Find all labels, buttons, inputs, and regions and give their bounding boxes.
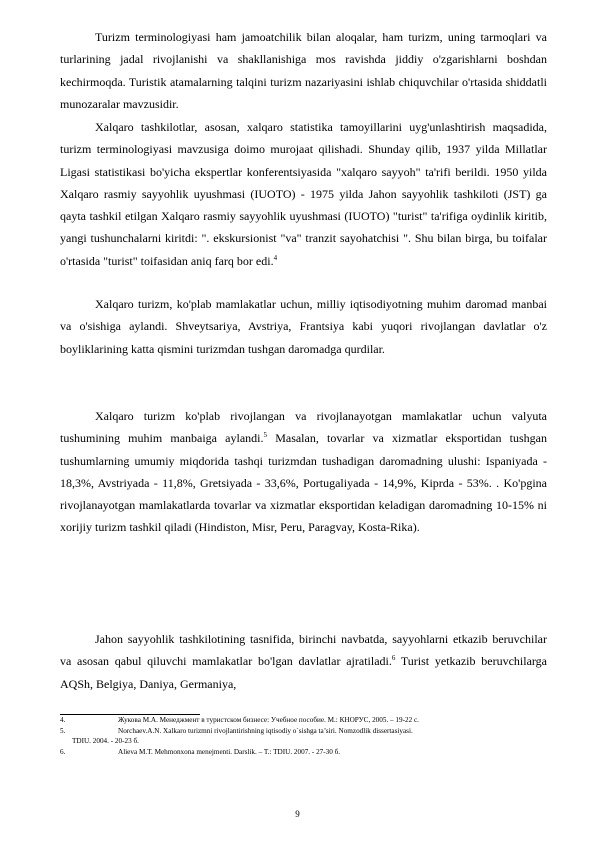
footnote-ref-5: 5 [263,431,268,440]
paragraph-4: Xalqaro turizm ko'plab rivojlangan va rivojlanayotgan mamlakatlar uchun valyuta tushumining muhim manbaiga aylandi.$^5$ Masalan, tovarlar va xizmatlar eksportidan tushgan tushumlarning umumiy miqdorida tashqi turizmdan tushadigan daromadning ulushi: Ispaniyada - 18,3%, Avstriyada - 11,8%, Gretsiyada - 33,6%, Portugaliyada - 14,9%, Kiprda - 53%. . Ko'pgina rivojlanayotgan mamlakatlarda tovarlar va xizmatlar eksportidan keladigan daromadning 10-15% ni xorijiy turizm tashkil qiladi (Hindiston, Misr, Peru, Paragvay, Kosta-Rika). [60,409,547,535]
footnote-6: 6. Alieva M.T. Mehmonxona menejmenti. Darslik. – T.: TDIU. 2007. - 27-30 б. [60,748,341,756]
footnote-separator [60,714,200,715]
footnote-4: 4. Жукова М.А. Менеджмент в туристском бизнесе: Учебное пособие. М.: КНОРУС, 2005. – 19-22 с. [60,716,419,724]
footnote-ref-6: 6 [391,654,396,663]
paragraph-1: Turizm terminologiyasi ham jamoatchilik bilan aloqalar, ham turizm, uning tarmoqlari va turlarining jadal rivojlanishi va shakllanishiga mos ravishda jiddiy o'zgarishlarni boshdan kechirmoqda. Turistik atamalarning talqini turizm nazariyasini ishlab chiquvchilar o'rtasida shiddatli munozaralar mavzusidir. [60,30,547,111]
paragraph-5: Jahon sayyohlik tashkilotining tasnifida, birinchi navbatda, sayyohlarni etkazib beruvchilar va asosan qabul qiluvchi mamlakatlar bo'lgan davlatlar ajratiladi.$^6$ Turist yetkazib beruvchilarga AQSh, Belgiya, Daniya, Germaniya, [60,632,547,691]
page-number: 9 [295,809,300,819]
paragraph-3: Xalqaro turizm, ko'plab mamlakatlar uchun, milliy iqtisodiyotning muhim daromad manbai va o'sishiga aylandi. Shveytsariya, Avstriya, Frantsiya kabi yuqori rivojlangan davlatlar o'z boyliklarining katta qismini turizmdan tushgan daromadga qurdilar. [60,297,547,356]
footnote-ref-4: 4 [273,253,278,262]
paragraph-2: Xalqaro tashkilotlar, asosan, xalqaro statistika tamoyillarini uyg'unlashtirish maqsadida, turizm terminologiyasi mavzusiga doimo murojaat qilishadi. Shunday qilib, 1937 yilda Millatlar Ligasi statistikasi bo'yicha ekspertlar konferentsiyasida "xalqaro sayyoh" ta'rifi berildi. 1950 yilda Xalqaro rasmiy sayyohlik uyushmasi (IUOTO) - 1975 yilda Jahon sayyohlik tashkiloti (JST) ga qayta tashkil etilgan Xalqaro rasmiy sayyohlik uyushmasi (IUOTO) "turist" ta'rifiga oydinlik kiritib, yangi tushunchalarni kiritdi: ". ekskursionist "va" tranzit sayohatchisi ". Shu bilan birga, bu toifalar o'rtasida "turist" toifasidan aniq farq bor edi.$^4$ [60,120,547,268]
footnote-5: 5. Norchaev.A.N. Xalkaro turizmni rivojlantirishning iqtisodiy o`sishga ta’siri. Nomzodlik dissertasiyasi. TDIU. 2004. - 20-23 б. [60,727,413,745]
